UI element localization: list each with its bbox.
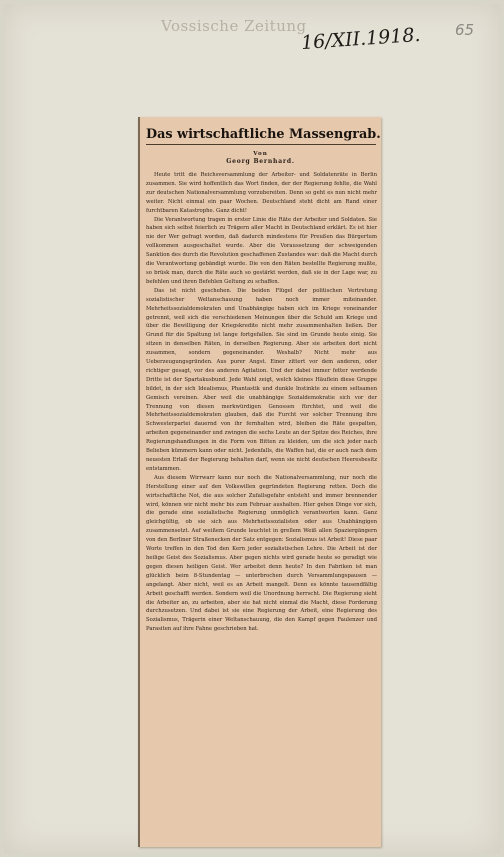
article-headline: Das wirtschaftliche Massengrab. (146, 127, 376, 145)
article-paragraph: Heute tritt die Reichsversammlung der Arbeiter- und Soldatenräte in Berlin zusammen. Sie wird hoffentlich das Wort finden, der der Regierung fehlte, die Wahl zur deutschen Nationalversammlung vorzubereiten. Denn so geht es nun nicht mehr weiter. Nicht einmal ein paar Wochen. Deutschland steht dicht am Rand einer furchtbaren Katastrophe. Ganz dicht! (146, 172, 377, 214)
newspaper-masthead: Vossische Zeitung (161, 17, 307, 35)
article-paragraph: Das ist nicht geschehen. Die beiden Flügel der politischen Vertretung sozialistischer Weltanschauung haben noch immer miteinander. Mehrheitssozialdemokraten und Unabhängige haben sich im Kriege voneinander getrennt, weil sich die verschiedenen Meinungen über die Schuld am Kriege und über die Bewilligung der Kriegskredite nicht mehr zusammenhalten ließen. Der Grund für die Spaltung ist lange fortgefallen. Sie sind im Grunde heute einig. Sie sitzen in denselben Räten, in derselben Regierung. Aber sie arbeiten dort nicht zusammen, sondern gegeneinander. Weshalb? Nicht mehr aus Ueberzeugungsgründen. Aus purer Angst. Einer zittert vor dem anderen, oder richtiger gesagt, vor des anderen Agitation. Und der dabei immer fetter werdende Dritte ist der Spartakusbund. Jede Wahl zeigt, welch kleines Häuflein diese Gruppe bildet, in der sich Idealismus, Phantastik und dunkle Instinkte zu einem seltsamen Gemisch vereinen. Aber weil die unabhängige Sozialdemokratie sich vor der Trennung von diesen merkwürdigen Genossen fürchtet, und weil die Mehrheitssozialdemokraten glauben, daß die Furcht vor solcher Trennung ihre Schwesterpartei dauernd von ihr fernhalten wird, bleiben die Räte gespalten, arbeiten gegeneinander und zwingen die sechs Leute an der Spitze des Reiches, ihre Regierungshandlungen in die Form von Bitten zu kleiden, um die sich jeder nach Belieben kümmern kann oder nicht. Jedenfalls, die Waffen hat, die er auch nach dem neuesten Erlaß der Regierung behalten darf, wenn sie nicht deutschen Heeresbesitz entstammen. (146, 287, 377, 472)
article-paragraph: Die Verantwortung tragen in erster Linie die Räte der Arbeiter und Soldaten. Sie haben sich selbst feierlich zu Trägern aller Macht in Deutschland erklärt. Es ist hier nie der Wer gefragt worden, daß dadurch mindestens für Preußen das Bürgertum vollkommen ausgeschaltet wurde. Aber die Voraussetzung der schweigenden Sanktion des durch die Revolution geschaffenen Zustandes war: daß die Macht durch die Verantwortung gebändigt wurde. Die von den Räten bestellte Regierung mußte, so brüsk man, durch die Räte auch so gestärkt werden, daß sie in der Lage war, zu befehlen und ihren Befehlen Geltung zu schaffen. (146, 216, 377, 285)
byline-author: Georg Bernhard. (226, 158, 295, 165)
byline-von: Von (253, 151, 268, 157)
archive-sheet (4, 4, 500, 853)
article-paragraph: Aus diesem Wirrwarr kann nur noch die Nationalversammlung, nur noch die Herstellung einer auf den Volkswillen gegründeten Regierung retten. Doch die wirtschaftliche Not, die aus solcher Zufallsgefahr entsteht und immer brennender wird, können wir nicht mehr bis zum Februar aushalten. Hier gehen Dinge vor sich, die gerade eine sozialistische Regierung unmöglich verantworten kann. Ganz gleichgültig, ob sie sich aus Mehrheitssozialisten oder aus Unabhängigen zusammensetzt. Auf weißem Grunde leuchtet in grellem Weiß allen Spaziergängern von den Berliner Straßenecken der Satz entgegen: Sozialismus ist Arbeit! Diese paar Worte treffen in den Tod den Kern jeder sozialistischen Lehre. Die Arbeit ist der heilige Geist des Sozialismus. Aber gegen nichts wird gerade heute so geradigt wie gegen diesen heiligen Geist. Wer arbeitet denn heute? In den Fabriken ist man glücklich beim 8-Stundentag — unterbrochen durch Versammlungspausen — angelangt. Aber nicht, weil es an Arbeit mangelt. Denn es könnte tausendfältig Arbeit geschafft werden. Sondern weil die Unordnung herrscht. Die Regierung sieht die Arbeiter an, zu arbeiten, aber sie hat nicht einmal die Macht, diese Forderung durchzusetzen. Und dabei ist sie eine Regierung der Arbeit, eine Regierung des Sozialismus, Trägerin einer Weltanschauung, die den Kampf gegen Faulenzer und Parasiten auf ihre Fahne geschrieben hat. (146, 474, 377, 633)
article-body (146, 171, 377, 634)
page-number: 65 (455, 21, 475, 39)
handwritten-date: 16/XII.1918. (300, 23, 422, 55)
newspaper-clipping (138, 117, 381, 847)
